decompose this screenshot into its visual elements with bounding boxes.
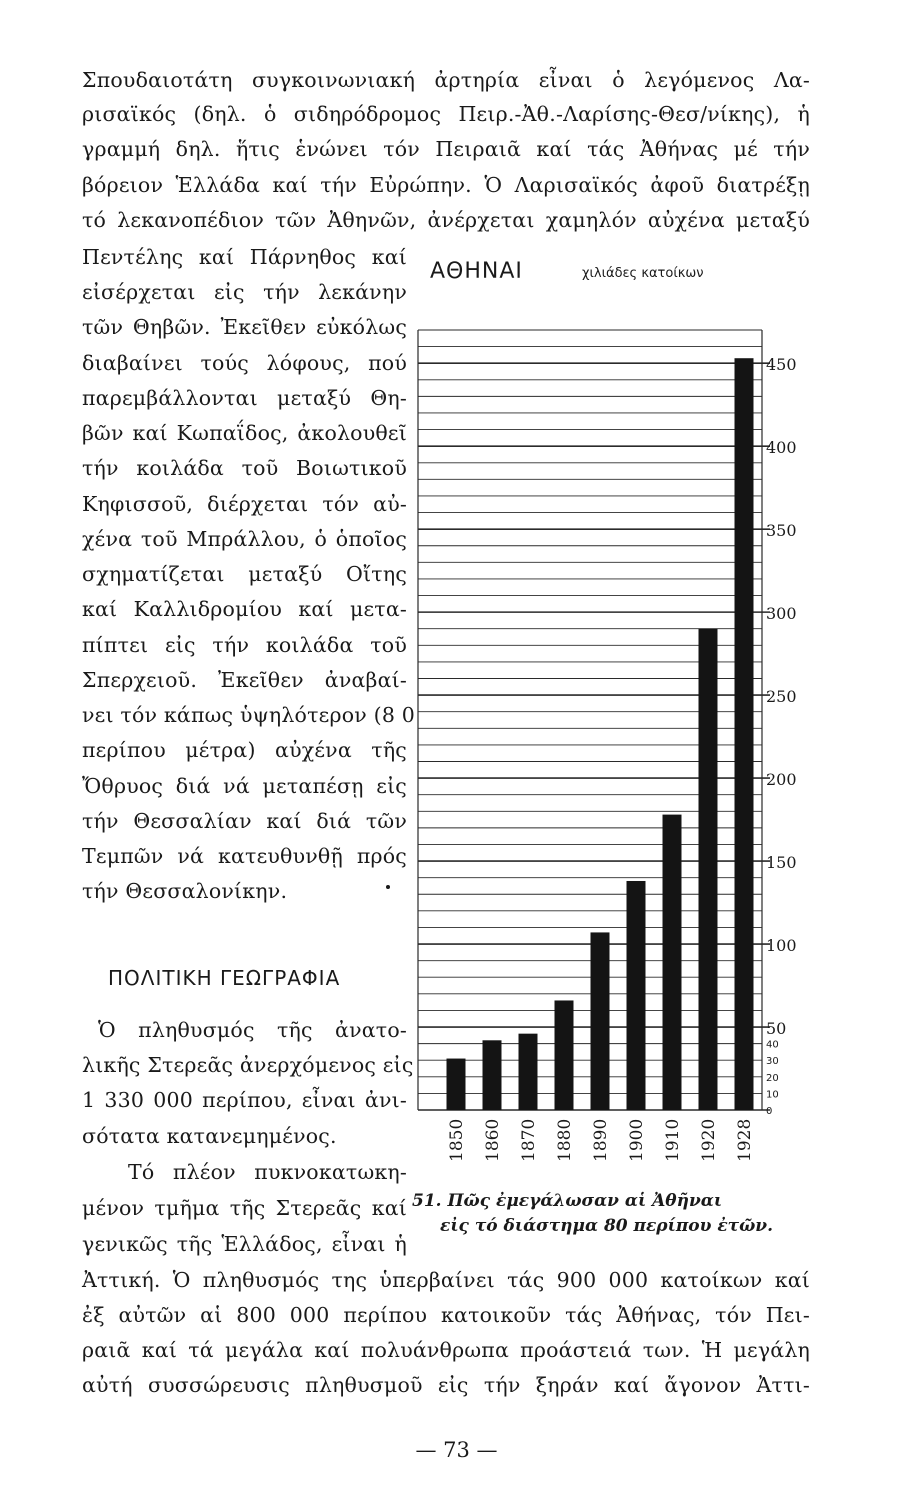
x-tick-label: 1900	[627, 1118, 647, 1162]
bar-1910	[663, 815, 682, 1110]
bar-1920	[699, 629, 718, 1110]
text-line: Ἀττική. Ὁ πληθυσμός της ὑπερβαίνει τάς 900 000 κατοίκων καί	[82, 1268, 810, 1292]
text-line: παρεμβάλλονται μεταξύ Θη-	[82, 386, 407, 410]
y-tick-label: 50	[766, 1019, 787, 1039]
text-line: χένα τοῦ Μπράλλου, ὁ ὁποῖος	[82, 527, 407, 551]
y-tick-label: 100	[766, 936, 797, 956]
y-minor-tick-label: 0	[766, 1106, 773, 1117]
y-tick-label: 400	[766, 438, 797, 458]
text-line: τῶν Θηβῶν. Ἐκεῖθεν εὐκόλως	[82, 315, 407, 339]
x-tick-label: 1920	[699, 1118, 719, 1162]
y-tick-label: 150	[766, 853, 797, 873]
text-line: σότατα κατανεμημένος.	[82, 1124, 337, 1148]
text-line: διαβαίνει τούς λόφους, πού	[82, 351, 407, 375]
bar-1928	[735, 358, 754, 1110]
y-tick-label: 300	[766, 604, 797, 624]
bar-1890	[591, 932, 610, 1110]
y-tick-label: 200	[766, 770, 797, 790]
x-tick-label: 1880	[555, 1118, 575, 1162]
bar-1900	[627, 881, 646, 1110]
page-number: — 73 —	[415, 1438, 498, 1462]
text-line: Τό πλέον πυκνοκατωκη-	[128, 1160, 407, 1184]
text-line: γραμμή δηλ. ἥτις ἑνώνει τόν Πειραιᾶ καί τάς Ἀθήνας μέ τήν	[82, 137, 810, 161]
y-minor-tick-label: 40	[766, 1039, 779, 1051]
text-line: εἰσέρχεται εἰς τήν λεκάνην	[82, 280, 407, 304]
section-heading: ΠΟΛΙΤΙΚΗ ΓΕΩΓΡΑΦΙΑ	[108, 966, 341, 990]
dot-mark	[386, 885, 390, 889]
y-tick-label: 250	[766, 687, 797, 707]
text-line: σχηματίζεται μεταξύ Οἴτης	[82, 562, 407, 586]
chart-title: ΑΘΗΝΑΙ	[430, 259, 523, 284]
text-line: Ὄθρυος διά νά μεταπέσῃ εἰς	[82, 774, 407, 798]
y-minor-tick-label: 10	[766, 1089, 779, 1101]
figure-caption: εἰς τό διάστημα 80 περίπου ἐτῶν.	[440, 1216, 774, 1236]
text-line: βόρειον Ἑλλάδα καί τήν Εὐρώπην. Ὁ Λαρισαϊκός ἀφοῦ διατρέξῃ	[82, 173, 810, 197]
y-tick-label: 350	[766, 521, 797, 541]
text-line: ἐξ αὐτῶν αἱ 800 000 περίπου κατοικοῦν τάς Ἀθήνας, τόν Πει-	[82, 1303, 810, 1327]
text-line: τήν Θεσσαλίαν καί διά τῶν	[82, 809, 407, 833]
text-line: αὐτή συσσώρευσις πληθυσμοῦ εἰς τήν ξηράν καί ἄγονον Ἀττι-	[82, 1373, 810, 1397]
x-tick-label: 1870	[519, 1118, 539, 1162]
text-line: Σπουδαιοτάτη συγκοινωνιακή ἀρτηρία εἶναι ὁ λεγόμενος Λα-	[82, 68, 810, 92]
y-minor-tick-label: 30	[766, 1056, 779, 1068]
text-line: νει τόν κάπως ὑψηλότερον (8 0	[82, 703, 416, 727]
text-line: Πεντέλης καί Πάρνηθος καί	[82, 245, 407, 269]
text-line: τό λεκανοπέδιον τῶν Ἀθηνῶν, ἀνέρχεται χαμηλόν αὐχένα μεταξύ	[82, 208, 810, 232]
text-line: ρισαϊκός (δηλ. ὁ σιδηρόδρομος Πειρ.-Ἀθ.-Λαρίσης-Θεσ/νίκης), ἡ	[82, 102, 810, 126]
population-chart	[410, 248, 800, 1188]
bar-1850	[447, 1059, 466, 1110]
figure-caption: 51. Πῶς ἐμεγάλωσαν αἱ Ἀθῆναι	[412, 1191, 723, 1211]
text-line: Σπερχειοῦ. Ἐκεῖθεν ἀναβαί-	[82, 668, 407, 692]
x-tick-label: 1910	[663, 1118, 683, 1162]
text-line: τήν Θεσσαλονίκην.	[82, 879, 288, 903]
chart-ylabel: χιλιάδες κατοίκων	[582, 266, 704, 281]
x-tick-label: 1890	[591, 1118, 611, 1162]
y-minor-tick-label: 20	[766, 1072, 779, 1084]
text-line: Τεμπῶν νά κατευθυνθῇ πρός	[82, 844, 407, 868]
bar-1880	[555, 1000, 574, 1110]
text-line: πίπτει εἰς τήν κοιλάδα τοῦ	[82, 633, 407, 657]
x-tick-label: 1928	[735, 1118, 755, 1162]
text-line: βῶν καί Κωπαΐδος, ἀκολουθεῖ	[82, 421, 407, 445]
text-line: μένον τμῆμα τῆς Στερεᾶς καί	[82, 1196, 407, 1220]
bar-1860	[483, 1040, 502, 1110]
text-line: Κηφισσοῦ, διέρχεται τόν αὐ-	[82, 492, 407, 516]
x-tick-label: 1860	[483, 1118, 503, 1162]
text-line: περίπου μέτρα) αὐχένα τῆς	[82, 738, 407, 762]
text-line: τήν κοιλάδα τοῦ Βοιωτικοῦ	[82, 456, 407, 480]
text-line: Ὁ πληθυσμός τῆς ἀνατο-	[98, 1018, 407, 1042]
text-line: 1 330 000 περίπου, εἶναι ἀνι-	[82, 1088, 407, 1112]
bar-1870	[519, 1034, 538, 1110]
text-line: ραιᾶ καί τά μεγάλα καί πολυάνθρωπα προάστειά των. Ἡ μεγάλη	[82, 1338, 810, 1362]
text-line: καί Καλλιδρομίου καί μετα-	[82, 597, 407, 621]
y-tick-label: 450	[766, 355, 797, 375]
text-line: λικῆς Στερεᾶς ἀνερχόμενος εἰς	[82, 1053, 414, 1077]
text-line: γενικῶς τῆς Ἑλλάδος, εἶναι ἡ	[82, 1232, 407, 1256]
x-tick-label: 1850	[447, 1118, 467, 1162]
